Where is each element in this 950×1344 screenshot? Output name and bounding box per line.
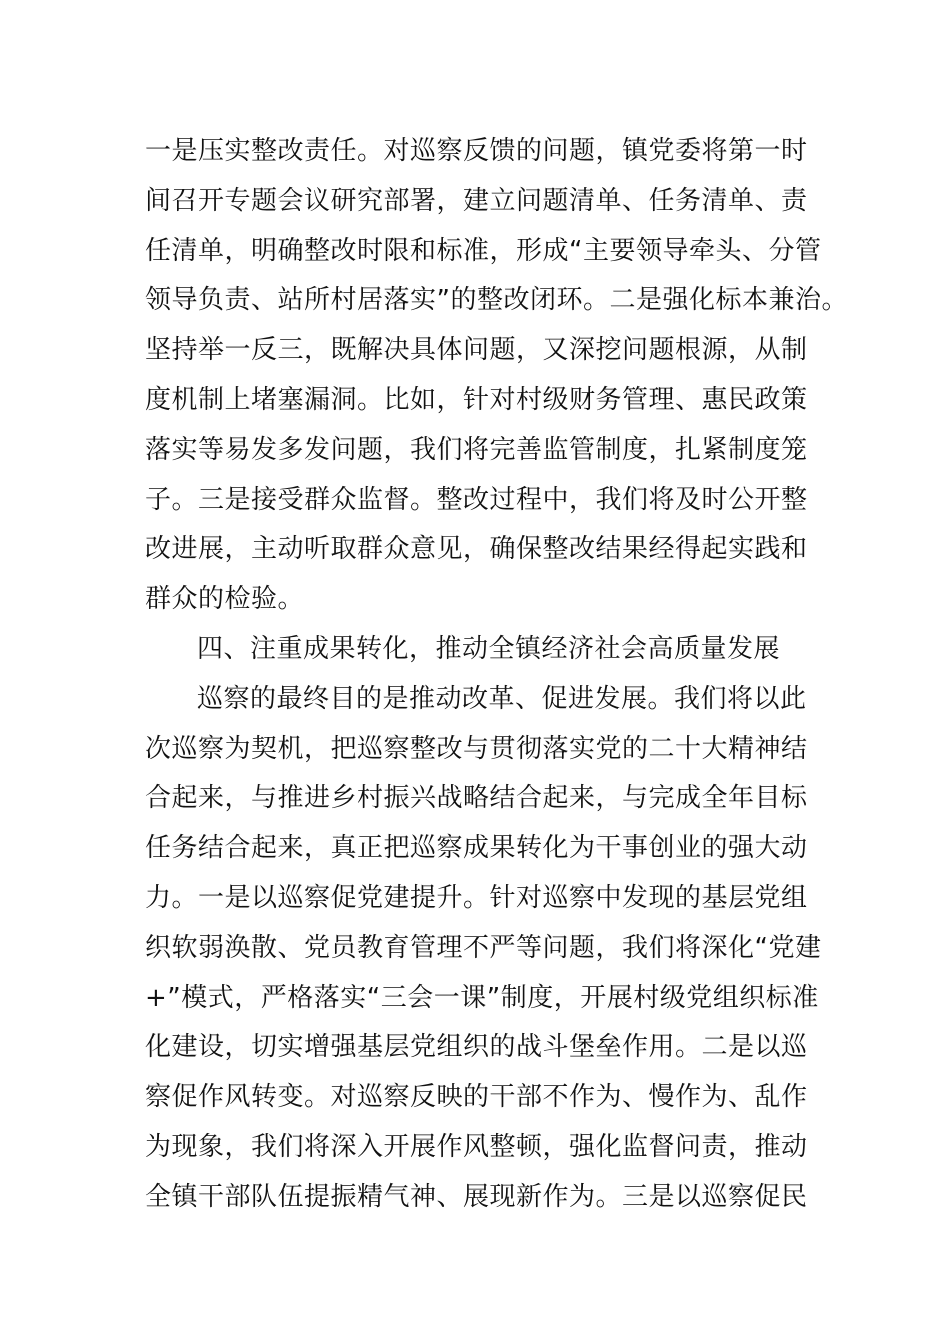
- text-line: 次巡察为契机，把巡察整改与贯彻落实党的二十大精神结: [145, 733, 808, 764]
- text-line: 群众的检验。: [145, 584, 305, 615]
- text-line: 坚持举一反三，既解决具体问题，又深挖问题根源，从制: [145, 335, 808, 366]
- text-line: 领导负责、站所村居落实”的整改闭环。二是强化标本兼治。: [145, 285, 848, 316]
- text-line: 织软弱涣散、党员教育管理不严等问题，我们将深化“党建: [145, 932, 822, 963]
- text-line: 巡察的最终目的是推动改革、促进发展。我们将以此: [197, 683, 807, 714]
- text-line: 一是压实整改责任。对巡察反馈的问题，镇党委将第一时: [145, 136, 808, 166]
- text-line: 改进展，主动听取群众意见，确保整改结果经得起实践和: [145, 534, 808, 565]
- document-body: [145, 127, 848, 1223]
- text-line: 化建设，切实增强基层党组织的战斗堡垒作用。二是以巡: [145, 1032, 808, 1063]
- text-line: 任清单，明确整改时限和标准，形成“主要领导牵头、分管: [145, 235, 822, 266]
- text-line: 全镇干部队伍提振精气神、展现新作为。三是以巡察促民: [145, 1181, 808, 1212]
- text-line: 察促作风转变。对巡察反映的干部不作为、慢作为、乱作: [145, 1082, 808, 1113]
- section-heading: 四、注重成果转化，推动全镇经济社会高质量发展: [197, 633, 781, 664]
- text-line: 为现象，我们将深入开展作风整顿，强化监督问责，推动: [145, 1131, 808, 1162]
- text-line: 落实等易发多发问题，我们将完善监管制度，扎紧制度笼: [145, 434, 808, 465]
- text-line: +”模式，严格落实“三会一课”制度，开展村级党组织标准: [145, 982, 819, 1013]
- text-line: 任务结合起来，真正把巡察成果转化为干事创业的强大动: [145, 833, 808, 864]
- text-line: 力。一是以巡察促党建提升。针对巡察中发现的基层党组: [145, 882, 808, 913]
- text-line: 合起来，与推进乡村振兴战略结合起来，与完成全年目标: [145, 783, 808, 814]
- text-line: 间召开专题会议研究部署，建立问题清单、任务清单、责: [145, 185, 808, 216]
- text-line: 度机制上堵塞漏洞。比如，针对村级财务管理、惠民政策: [145, 384, 808, 415]
- text-line: 子。三是接受群众监督。整改过程中，我们将及时公开整: [145, 484, 808, 515]
